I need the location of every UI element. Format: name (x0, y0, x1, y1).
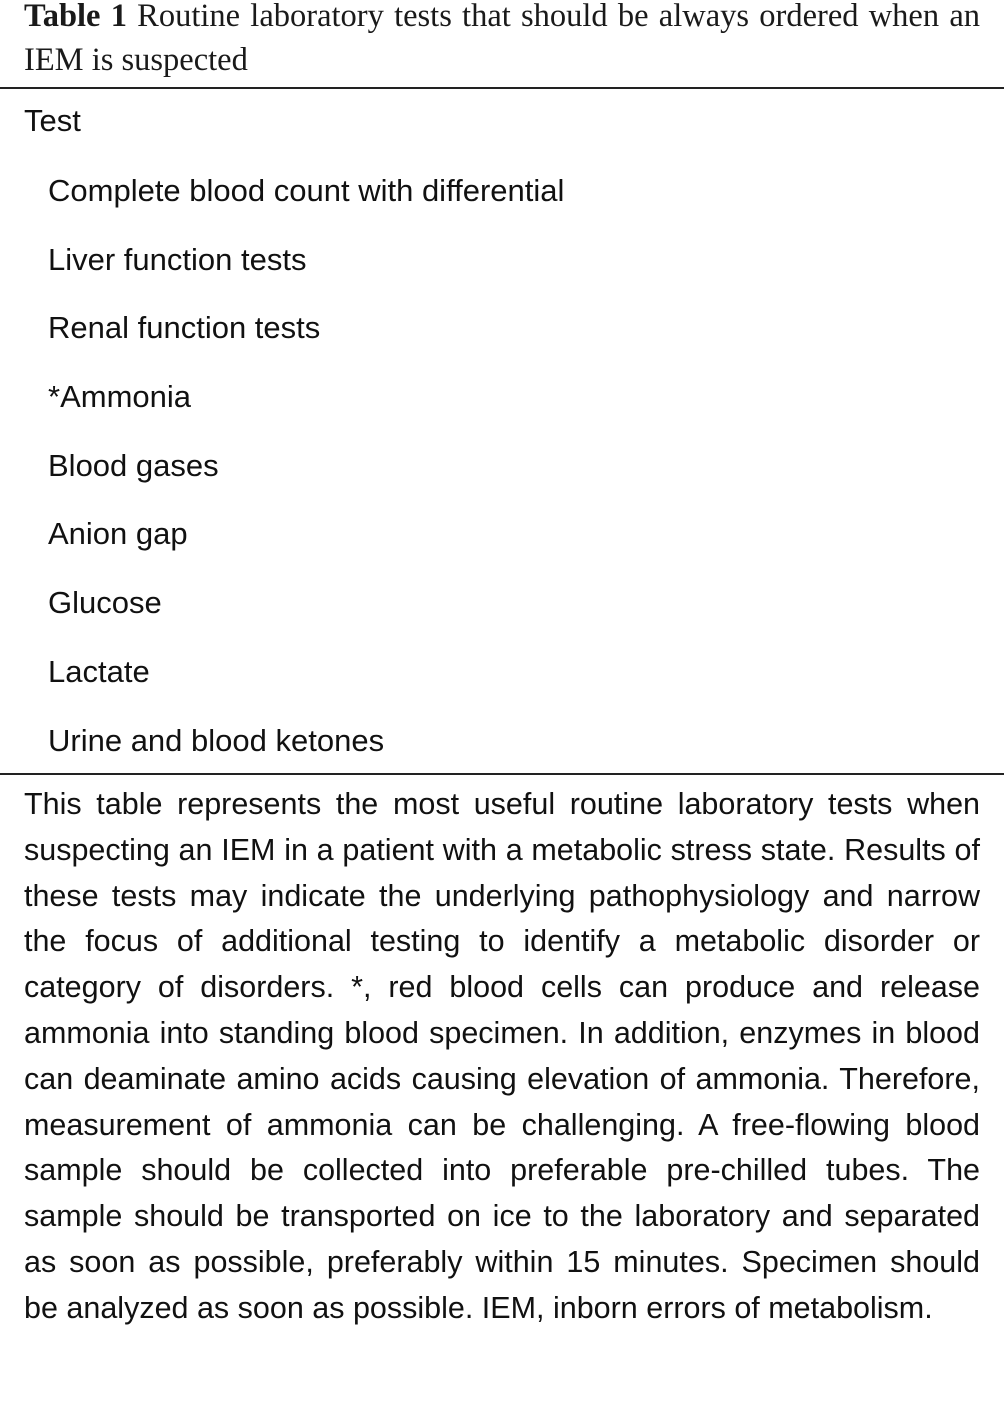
test-row-lactate: Lactate (48, 653, 150, 689)
table-caption (24, 0, 980, 82)
test-row-liver-function: Liver function tests (48, 241, 307, 277)
test-row-complete-blood-count: Complete blood count with differential (48, 173, 565, 208)
table-top-rule (0, 87, 1004, 89)
test-list (48, 170, 564, 788)
test-row-renal-function: Renal function tests (48, 310, 321, 346)
column-header-test: Test (24, 103, 81, 138)
table-footnote: This table represents the most useful routine laboratory tests when suspecting an IEM in a patient with a metabolic stress state. Results of these tests may indicate the underlying pathophysiology and narrow the focus of additional testing to identify a metabolic disorder or category of disorders. *, red blood cells can produce and release ammonia into standing blood specimen. In addition, enzymes in blood can deaminate amino acids causing elevation of ammonia. Therefore, measurement of ammonia can be challenging. A free-flowing blood sample should be collected into preferable pre-chilled tubes. The sample should be transported on ice to the laboratory and separated as soon as possible, preferably within 15 minutes. Specimen should be analyzed as soon as possible. IEM, inborn errors of metabolism. (24, 787, 980, 1325)
test-row-blood-gases: Blood gases (48, 447, 219, 483)
table-caption-text: Routine laboratory tests that should be always ordered when an IEM is suspected (24, 0, 980, 78)
test-row-ammonia: *Ammonia (48, 379, 191, 415)
test-row-ketones: Urine and blood ketones (48, 722, 385, 758)
test-row-glucose: Glucose (48, 585, 162, 621)
table-bottom-rule (0, 773, 1004, 775)
test-row-anion-gap: Anion gap (48, 516, 188, 552)
table-caption-label: Table 1 (24, 0, 127, 34)
